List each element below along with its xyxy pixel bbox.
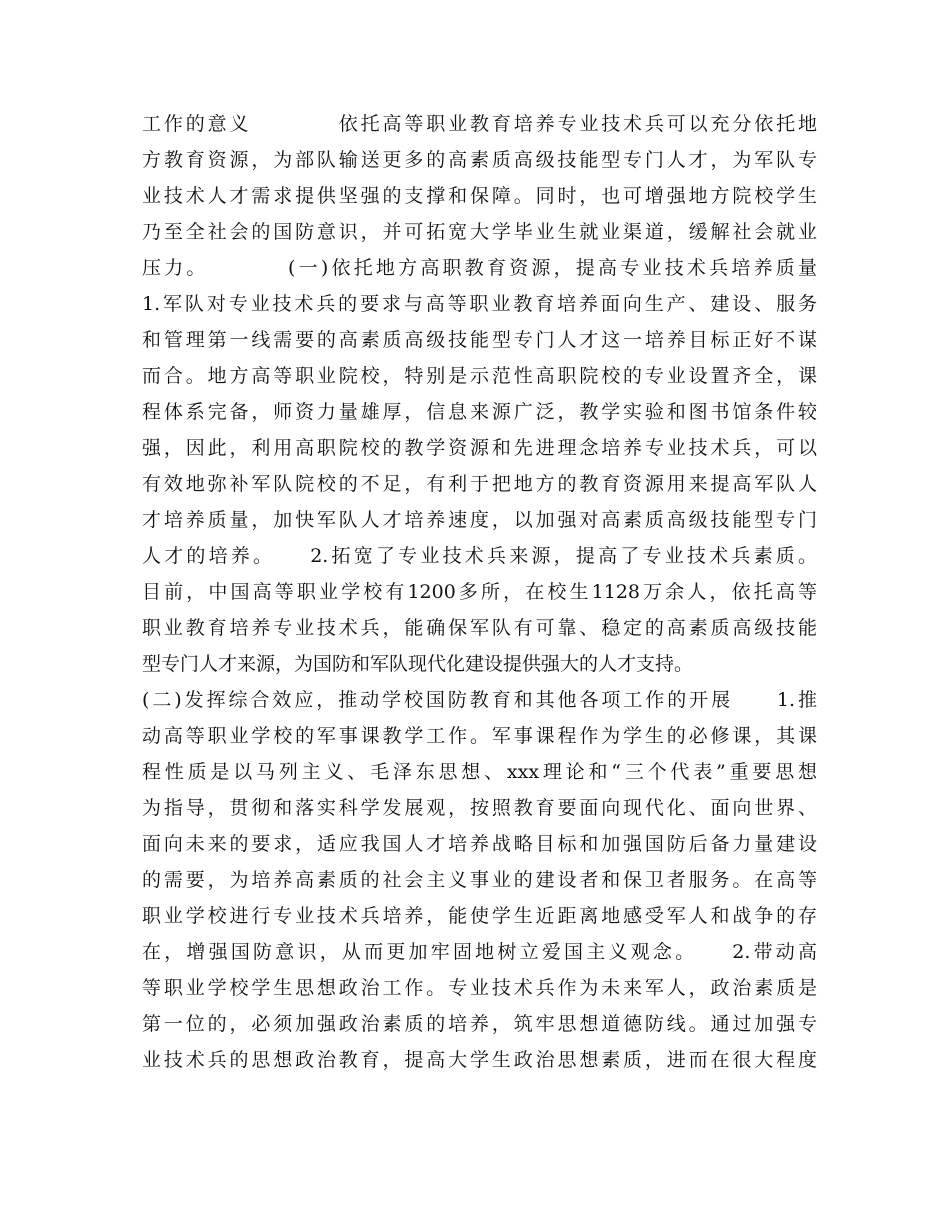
text-line: 而合。地方高等职业院校，特别是示范性高职院校的专业设置齐全，课 — [142, 365, 817, 387]
text-line: 等职业学校学生思想政治工作。专业技术兵作为未来军人，政治素质是 — [142, 977, 817, 999]
text-line: 型专门人才来源，为国防和军队现代化建设提供强大的人才支持。 — [142, 653, 694, 675]
text-line: 方教育资源，为部队输送更多的高素质高级技能型专门人才，为军队专 — [142, 149, 817, 171]
text-line: 职业学校进行专业技术兵培养，能使学生近距离地感受军人和战争的存 — [142, 905, 817, 927]
text-line: 目前，中国高等职业学校有1200多所，在校生1128万余人，依托高等 — [142, 581, 817, 603]
text-line: 1.军队对专业技术兵的要求与高等职业教育培养面向生产、建设、服务 — [142, 293, 817, 315]
text-line: 职业教育培养专业技术兵，能确保军队有可靠、稳定的高素质高级技能 — [142, 617, 817, 639]
text-line: 乃至全社会的国防意识，并可拓宽大学毕业生就业渠道，缓解社会就业 — [142, 221, 817, 243]
text-line: 面向未来的要求，适应我国人才培养战略目标和加强国防后备力量建设 — [142, 833, 817, 855]
text-line: 在，增强国防意识，从而更加牢固地树立爱国主义观念。 2.带动高 — [142, 941, 817, 963]
text-line: 人才的培养。 2.拓宽了专业技术兵来源，提高了专业技术兵素质。 — [142, 545, 817, 567]
text-line: 动高等职业学校的军事课教学工作。军事课程作为学生的必修课，其课 — [142, 725, 817, 747]
text-line: 为指导，贯彻和落实科学发展观，按照教育要面向现代化、面向世界、 — [142, 797, 817, 819]
text-line: 才培养质量，加快军队人才培养速度，以加强对高素质高级技能型专门 — [142, 509, 817, 531]
text-line: 和管理第一线需要的高素质高级技能型专门人才这一培养目标正好不谋 — [142, 329, 817, 351]
text-line: (二)发挥综合效应，推动学校国防教育和其他各项工作的开展 1.推 — [142, 689, 817, 711]
text-line: 压力。 (一)依托地方高职教育资源，提高专业技术兵培养质量 — [142, 257, 817, 279]
text-line: 的需要，为培养高素质的社会主义事业的建设者和保卫者服务。在高等 — [142, 869, 817, 891]
text-line: 程体系完备，师资力量雄厚，信息来源广泛，教学实验和图书馆条件较 — [142, 401, 817, 423]
text-line: 强，因此，利用高职院校的教学资源和先进理念培养专业技术兵，可以 — [142, 437, 817, 459]
text-line: 业技术人才需求提供坚强的支撑和保障。同时，也可增强地方院校学生 — [142, 185, 817, 207]
text-line: 第一位的，必须加强政治素质的培养，筑牢思想道德防线。通过加强专 — [142, 1013, 817, 1035]
text-line: 工作的意义 依托高等职业教育培养专业技术兵可以充分依托地 — [142, 113, 817, 135]
text-line: 业技术兵的思想政治教育，提高大学生政治思想素质，进而在很大程度 — [142, 1049, 817, 1071]
text-line: 有效地弥补军队院校的不足，有利于把地方的教育资源用来提高军队人 — [142, 473, 817, 495]
text-line: 程性质是以马列主义、毛泽东思想、xxx理论和“三个代表”重要思想 — [142, 761, 817, 783]
body-text — [142, 106, 817, 1078]
